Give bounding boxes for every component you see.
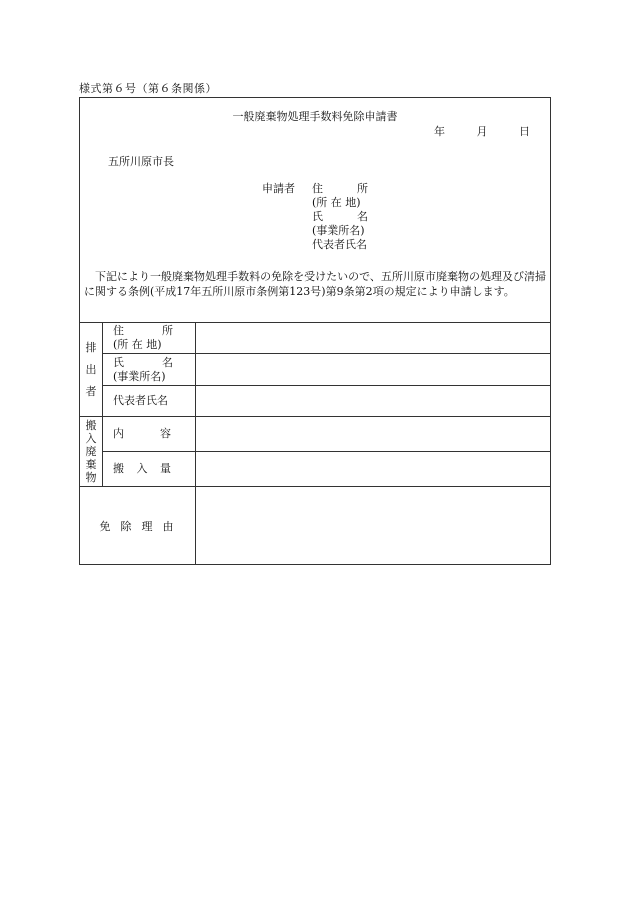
discharger-name-label: 氏 名 (事業所名) xyxy=(103,354,196,386)
waste-group-header: 搬 入 廃 棄 物 xyxy=(80,417,103,487)
discharger-address-label: 住 所 (所 在 地) xyxy=(103,323,196,354)
exemption-reason-field[interactable] xyxy=(196,487,551,565)
application-form xyxy=(79,97,551,565)
discharger-address-field[interactable] xyxy=(196,323,551,354)
form-number-label: 様式第６号（第６条関係） xyxy=(79,82,217,95)
applicant-label: 申請者 xyxy=(262,182,295,195)
date-month-label: 月 xyxy=(476,125,488,138)
discharger-group-header: 排 出 者 xyxy=(80,323,103,417)
date-year-label: 年 xyxy=(434,125,445,138)
applicant-address-sub: (所 在 地) xyxy=(312,196,361,209)
applicant-block xyxy=(262,182,382,252)
waste-content-label: 内 容 xyxy=(103,417,196,452)
application-statement: 下記により一般廃棄物処理手数料の免除を受けたいので、五所川原市廃棄物の処理及び清掃に関する条例(平成17年五所川原市条例第123号)第9条第2項の規定により申請します。 xyxy=(84,270,546,298)
discharger-rep-label: 代表者氏名 xyxy=(103,386,196,417)
applicant-name-sub: (事業所名) xyxy=(312,224,365,237)
waste-amount-label: 搬 入 量 xyxy=(103,452,196,487)
discharger-name-field[interactable] xyxy=(196,354,551,386)
waste-amount-field[interactable] xyxy=(196,452,551,487)
addressee: 五所川原市長 xyxy=(108,155,174,168)
date-day-label: 日 xyxy=(519,125,530,138)
document-title: 一般廃棄物処理手数料免除申請書 xyxy=(232,110,398,123)
waste-content-field[interactable] xyxy=(196,417,551,452)
date-line xyxy=(434,123,530,139)
applicant-rep-label: 代表者氏名 xyxy=(312,238,367,251)
discharger-rep-field[interactable] xyxy=(196,386,551,417)
exemption-reason-label: 免 除 理 由 xyxy=(80,487,196,565)
details-table xyxy=(79,322,551,565)
applicant-name-label: 氏 名 xyxy=(312,210,368,223)
applicant-address-label: 住 所 xyxy=(312,182,368,195)
